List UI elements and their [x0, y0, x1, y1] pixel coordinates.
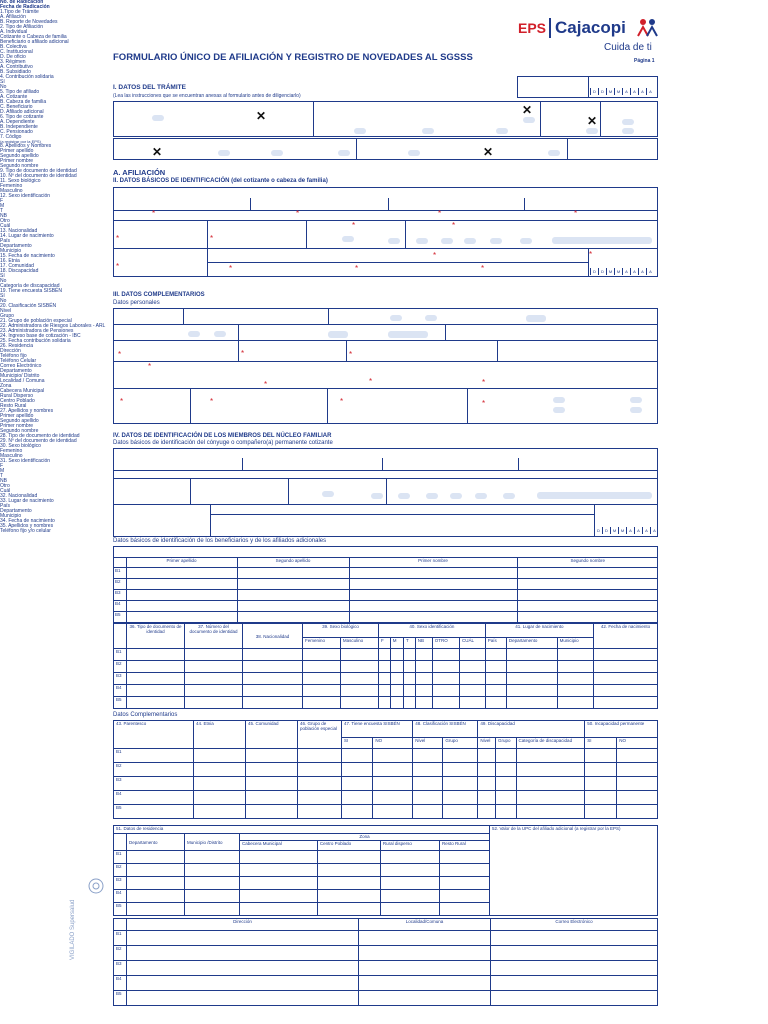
contributivo-option: A. Contributivo: [0, 64, 33, 70]
conyuge-femenino-checkbox[interactable]: [322, 491, 334, 497]
categoria-input[interactable]: [526, 315, 546, 322]
conyuge-primer-apellido-label: Primer apellido: [0, 413, 34, 419]
conyuge-nb-label: NB: [0, 478, 7, 484]
sexo-nb-label: NB: [0, 213, 7, 219]
field-37-label: 37. Número del documento de identidad: [185, 624, 243, 649]
subsidiado-option: B. Subsidiado: [0, 69, 31, 75]
masculino-checkbox[interactable]: [388, 238, 400, 244]
row-label: B3: [114, 877, 127, 890]
col-no: NO: [617, 738, 658, 749]
col-nivel: Nivel: [413, 738, 443, 749]
discapacidad-no-label: No: [0, 278, 7, 284]
field-40-label: 40. Sexo identificación: [379, 624, 486, 638]
sexo-f-label: F: [0, 198, 4, 204]
field-3-label: 3. Régimen: [0, 59, 26, 65]
field-10-label: 10. Nº del documento de identidad: [0, 173, 77, 179]
individual-option: A. Individual: [0, 29, 28, 35]
afiliacion-checkbox[interactable]: [152, 115, 164, 121]
row-label: B1: [114, 931, 127, 946]
sisben-si-checkbox[interactable]: [188, 331, 200, 337]
field-26-label: 26. Residencia: [0, 343, 34, 349]
femenino-checkbox[interactable]: [342, 236, 354, 242]
afiliado-adicional-option: D. Afiliado adicional: [0, 109, 44, 115]
field-19-label: 19. Tiene encuesta SISBÉN: [0, 288, 62, 294]
col-categoria: Categoría de discapacidad: [516, 738, 585, 749]
field-8-label: 8. Apellidos y Nombres: [0, 143, 52, 149]
conyuge-fecha-cells[interactable]: D D M M A A A A: [594, 527, 658, 534]
row-label: B5: [113, 612, 126, 623]
col-municipio: Municipio: [557, 638, 593, 649]
beneficiarios-id-table: [113, 623, 658, 709]
row-label: B4: [114, 890, 127, 903]
row-label: B1: [114, 649, 127, 661]
institucional-option: C. Institucional: [0, 49, 33, 55]
beneficiario-adicional-option: Beneficiario o afiliado adicional: [0, 39, 69, 45]
row-label: B3: [114, 961, 127, 976]
col-grupo: Grupo: [496, 738, 517, 749]
sexo-m-checkbox[interactable]: [441, 238, 453, 244]
masculino-label: Masculino: [0, 188, 23, 194]
depto-residencia-label: Departamento: [0, 368, 32, 374]
conyuge-municipio-label: Municipio: [0, 513, 22, 519]
localidad-label: Localidad / Comuna: [0, 378, 45, 384]
section-2-title: II. DATOS BÁSICOS DE IDENTIFICACIÓN (del cotizante o cabeza de familia): [113, 178, 328, 184]
rural-disperso-label: Rural Disperso: [0, 393, 34, 399]
field-35-label: 35. Apellidos y nombres: [0, 523, 54, 529]
page-number: Página 1: [634, 58, 655, 64]
col-centro-poblado: Centro Poblado: [317, 841, 380, 851]
dependiente-checkbox[interactable]: [408, 150, 420, 156]
col-masculino: Masculino: [340, 638, 378, 649]
afiliado-adicional-checkbox[interactable]: [338, 150, 350, 156]
field-42-label: 42. Fecha de nacimiento: [594, 624, 658, 649]
field-2-label: 2. Tipo de Afiliación: [0, 24, 44, 30]
colectiva-checkbox[interactable]: [354, 128, 366, 134]
conyuge-m-label: M: [0, 468, 5, 474]
reporte-checked-icon[interactable]: ✕: [256, 109, 267, 123]
independiente-option: B. Independiente: [0, 124, 38, 130]
col-t: T: [403, 638, 415, 649]
field-39-label: 39. Sexo biológico: [303, 624, 379, 638]
row-label: B5: [114, 903, 127, 916]
oficio-checkbox[interactable]: [496, 128, 508, 134]
col-primer-nombre: Primer nombre: [349, 558, 517, 568]
solidaria-si-checkbox[interactable]: [622, 119, 634, 125]
field-25-label: 25. Fecha contribución solidaria: [0, 338, 71, 344]
field-7-label: 7. Código: [0, 134, 22, 140]
categoria-label: Categoría de discapacidad: [0, 283, 60, 289]
row-label: B5: [114, 991, 127, 1006]
discapacidad-si-checkbox[interactable]: [390, 315, 402, 321]
beneficiario-checkbox[interactable]: [271, 150, 283, 156]
cabeza-familia-option: B. Cabeza de familia: [0, 99, 47, 105]
field-1-label: 1.Tipo de Trámite: [0, 9, 39, 15]
field-22-label: 22. Administradora de Riesgos Laborales - ARL: [0, 323, 106, 329]
col-si: SI: [585, 738, 617, 749]
row-label: B4: [114, 976, 127, 991]
conyuge-cual-input[interactable]: [537, 492, 652, 499]
zona-label: Zona: [0, 383, 12, 389]
sexo-otro-checkbox[interactable]: [520, 238, 532, 244]
femenino-label: Femenino: [0, 183, 23, 189]
col-grupo: Grupo: [443, 738, 478, 749]
complementarios-subtitle: Datos Complementarios: [113, 712, 178, 718]
mun-residencia-label: Municipio/ Distrito: [0, 373, 40, 379]
sexo-f-checkbox[interactable]: [416, 238, 428, 244]
sisben-no-label: No: [0, 298, 7, 304]
colectiva-option: B. Colectiva: [0, 44, 27, 50]
field-32-label: 32. Nacionalidad: [0, 493, 38, 499]
row-label: B3: [114, 777, 194, 791]
brand-logo: Cajacopi: [549, 18, 626, 38]
conyuge-f-label: F: [0, 463, 4, 469]
pensionado-option: C. Pensionado: [0, 129, 33, 135]
discapacidad-si-label: Sí: [0, 273, 5, 279]
col-no: NO: [373, 738, 413, 749]
pensionado-checkbox[interactable]: [548, 150, 560, 156]
sisben-si-label: Sí: [0, 293, 5, 299]
field-18-label: 18. Discapacidad: [0, 268, 39, 274]
conyuge-nb-checkbox[interactable]: [475, 493, 487, 499]
field-13-label: 13. Nacionalidad: [0, 228, 38, 234]
sexo-nb-checkbox[interactable]: [490, 238, 502, 244]
field-14-label: 14. Lugar de nacimiento: [0, 233, 54, 239]
col-segundo-nombre: Segundo nombre: [517, 558, 658, 568]
tagline: Cuida de ti: [604, 42, 652, 53]
col-zona: Zona: [240, 834, 490, 841]
col-departamento: Departamento: [127, 834, 185, 851]
field-30-label: 30. Sexo biológico: [0, 443, 41, 449]
field-17-label: 17. Comunidad: [0, 263, 34, 269]
conyuge-pais-label: País: [0, 503, 11, 509]
residencia-table: [113, 825, 658, 916]
resto-rural-label: Resto Rural: [0, 403, 27, 409]
col-municipio: Municipio /Distrito: [185, 834, 240, 851]
solidaria-si-option: Sí: [0, 79, 5, 85]
col-pais: País: [485, 638, 506, 649]
conyuge-otro-label: Otro: [0, 483, 10, 489]
solidaria-no-checkbox[interactable]: [622, 128, 634, 134]
cotizante-option: A. Cotizante: [0, 94, 28, 100]
field-44-label: 44. Etnia: [194, 721, 246, 749]
field-38-label: 38. Nacionalidad: [243, 624, 303, 649]
telefono-celular-label: Teléfono Celular: [0, 358, 37, 364]
col-localidad: Localidad/Comuna: [359, 919, 491, 931]
col-femenino: Femenino: [303, 638, 341, 649]
sisben-no-checkbox[interactable]: [214, 331, 226, 337]
beneficiarios-names-table: [113, 557, 658, 623]
afiliado-box: [113, 138, 658, 160]
field-45-label: 45. Comunidad: [246, 721, 298, 749]
discapacidad-no-checkbox[interactable]: [425, 315, 437, 321]
cotizante-checked-icon[interactable]: ✕: [152, 145, 163, 159]
section-4-title: IV. DATOS DE IDENTIFICACIÓN DE LOS MIEMBROS DEL NÚCLEO FAMILIAR: [113, 433, 332, 439]
row-label: B2: [114, 661, 127, 673]
conyuge-t-checkbox[interactable]: [450, 493, 462, 499]
field-21-label: 21. Grupo de población especial: [0, 318, 72, 324]
centro-poblado-checkbox[interactable]: [553, 407, 565, 413]
supersalud-stamp: VIGILADO Supersalud: [70, 899, 76, 960]
row-label: B2: [114, 763, 194, 777]
conyuge-t-label: T: [0, 473, 4, 479]
field-9-label: 9. Tipo de documento de identidad: [0, 168, 77, 174]
field-24-label: 24. Ingreso base de cotización - IBC: [0, 333, 81, 339]
field-33-label: 33. Lugar de nacimiento: [0, 498, 54, 504]
field-46-label: 46. Grupo de población especial: [298, 721, 342, 749]
field-50-label: 50. Incapacidad permanente: [585, 721, 658, 738]
independiente-checked-icon[interactable]: ✕: [483, 145, 494, 159]
cabecera-label: Cabecera Municipal: [0, 388, 45, 394]
afiliacion-option: A. Afiliación: [0, 14, 26, 20]
subsidiado-checkbox[interactable]: [586, 128, 598, 134]
field-5-label: 5. Tipo de afiliado: [0, 89, 40, 95]
row-label: B3: [113, 590, 126, 601]
row-label: B4: [114, 791, 194, 805]
col-cual: CUÁL: [459, 638, 485, 649]
field-29-label: 29. Nº del documento de identidad: [0, 438, 77, 444]
col-si: SI: [342, 738, 373, 749]
cabeza-familia-checkbox[interactable]: [218, 150, 230, 156]
field-51-label: 51. Datos de residencia: [114, 826, 490, 834]
fecha-radicacion-cells[interactable]: D D M M A A A A: [590, 88, 654, 95]
sexo-m-label: M: [0, 203, 5, 209]
telefono-col-label: Teléfono fijo y/o celular: [0, 528, 51, 534]
sexo-cual-input[interactable]: [552, 237, 652, 244]
conyuge-segundo-apellido-label: Segundo apellido: [0, 418, 39, 424]
pais-label: País: [0, 238, 11, 244]
field-4-label: 4. Contribución solidaria: [0, 74, 54, 80]
col-otro: OTRO: [432, 638, 459, 649]
conyuge-masculino-label: Masculino: [0, 453, 23, 459]
supersalud-logo-icon: [88, 878, 104, 894]
radicacion-label: No. de Radicación: [0, 0, 44, 5]
col-cabecera: Cabecera Municipal: [240, 841, 318, 851]
sexo-t-checkbox[interactable]: [464, 238, 476, 244]
conyuge-f-checkbox[interactable]: [398, 493, 410, 499]
col-departamento: Departamento: [506, 638, 557, 649]
correo-label: Correo Electrónico: [0, 363, 42, 369]
row-label: B2: [114, 864, 127, 877]
field-52-label: 52. Valor de la UPC del afiliado adicional (a registrar por la EPS): [490, 826, 658, 916]
beneficiario-option: C. Beneficiario: [0, 104, 33, 110]
rural-disperso-checkbox[interactable]: [630, 397, 642, 403]
col-direccion: Dirección: [127, 919, 359, 931]
field-7-note: (a registrar por la EPS): [0, 139, 41, 144]
row-label: B3: [114, 673, 127, 685]
sexo-cual-label: Cuál: [0, 223, 11, 229]
solidaria-no-option: No: [0, 84, 7, 90]
datos-personales-label: Datos personales: [113, 300, 160, 306]
col-nb: NB: [415, 638, 432, 649]
conyuge-femenino-label: Femenino: [0, 448, 23, 454]
field-15-label: 15. Fecha de nacimiento: [0, 253, 55, 259]
section-a-title: A. AFILIACIÓN: [113, 168, 166, 177]
conyuge-segundo-nombre-label: Segundo nombre: [0, 428, 39, 434]
reporte-option: B. Reporte de Novedades: [0, 19, 58, 25]
col-primer-apellido: Primer apellido: [126, 558, 237, 568]
col-nivel: Nivel: [478, 738, 496, 749]
beneficiario-adicional-checkbox[interactable]: [523, 117, 535, 123]
section-1-title: I. DATOS DEL TRÁMITE: [113, 84, 186, 91]
institucional-checkbox[interactable]: [422, 128, 434, 134]
eps-label: EPS: [518, 20, 547, 36]
municipio-label: Municipio: [0, 248, 22, 254]
cotizante-cabeza-option: Cotizante o Cabeza de familia: [0, 34, 67, 40]
section-1-note: (Lea las instrucciones que se encuentran anexas al formulario antes de diligenciarlo): [113, 93, 301, 99]
row-label: B5: [114, 805, 194, 819]
form-title: FORMULARIO ÚNICO DE AFILIACIÓN Y REGISTRO DE NOVEDADES AL SGSSS: [113, 52, 473, 63]
fecha-radicacion-label: Fecha de Radicación: [0, 4, 50, 10]
direccion-label: Dirección: [0, 348, 21, 354]
primer-nombre-label: Primer nombre: [0, 158, 34, 164]
complementarios-box: [113, 308, 658, 424]
field-27-label: 27. Apellidos y nombres: [0, 408, 54, 414]
field-34-label: 34. Fecha de nacimiento: [0, 518, 55, 524]
cabecera-checkbox[interactable]: [553, 397, 565, 403]
telefono-fijo-label: Teléfono fijo: [0, 353, 27, 359]
field-20-label: 20. Clasificación SISBÉN: [0, 303, 57, 309]
cotizante-cabeza-checked-icon[interactable]: ✕: [522, 103, 533, 117]
segundo-apellido-label: Segundo apellido: [0, 153, 39, 159]
field-11-label: 11. Sexo biológico: [0, 178, 41, 184]
col-segundo-apellido: Segundo apellido: [237, 558, 349, 568]
row-label: B4: [114, 685, 127, 697]
conyuge-otro-checkbox[interactable]: [503, 493, 515, 499]
col-correo: Correo Electrónico: [491, 919, 658, 931]
row-label: B1: [114, 749, 194, 763]
field-43-label: 43. Parentesco: [114, 721, 194, 749]
logo-people-icon: [637, 18, 659, 38]
beneficiarios-subtitle: Datos básicos de identificación de los beneficiarios y de los afiliados adicionales: [113, 538, 327, 544]
section-4-subtitle: Datos básicos de identificación del cónyuge o compañero(a) permanente cotizante: [113, 440, 333, 446]
col-rural-disperso: Rural disperso: [380, 841, 439, 851]
col-m: M: [390, 638, 403, 649]
complementarios-table: [113, 720, 658, 819]
field-49-label: 49. Discapacidad: [478, 721, 585, 738]
sisben-nivel-input[interactable]: [328, 331, 348, 338]
datos-basicos-box: [113, 187, 658, 277]
sexo-t-label: T: [0, 208, 4, 214]
conyuge-departamento-label: Departamento: [0, 508, 32, 514]
section-3-title: III. DATOS COMPLEMENTARIOS: [113, 292, 205, 298]
row-label: B2: [114, 946, 127, 961]
col-f: F: [379, 638, 391, 649]
row-label: B1: [113, 568, 126, 579]
field-41-label: 41. Lugar de nacimiento: [485, 624, 593, 638]
field-31-label: 31. Sexo identificación: [0, 458, 51, 464]
direccion-table: [113, 918, 658, 1006]
conyuge-masculino-checkbox[interactable]: [371, 493, 383, 499]
field-28-label: 28. Tipo de documento de identidad: [0, 433, 80, 439]
field-47-label: 47. Tiene encuesta SISBÉN: [342, 721, 413, 738]
oficio-option: D. De oficio: [0, 54, 26, 60]
conyuge-cual-label: Cuál: [0, 488, 11, 494]
conyuge-primer-nombre-label: Primer nombre: [0, 423, 34, 429]
fecha-nacimiento-cells[interactable]: D D M M A A A A: [590, 268, 654, 275]
row-label: B4: [113, 601, 126, 612]
contributivo-checked-icon[interactable]: ✕: [587, 114, 598, 128]
row-label: B2: [113, 579, 126, 590]
departamento-label: Departamento: [0, 243, 32, 249]
row-label: B5: [114, 697, 127, 709]
field-16-label: 16. Etnia: [0, 258, 20, 264]
sisben-nivel-label: Nivel: [0, 308, 12, 314]
sisben-grupo-input[interactable]: [388, 331, 428, 338]
segundo-nombre-label: Segundo nombre: [0, 163, 39, 169]
field-12-label: 12. Sexo identificación: [0, 193, 51, 199]
field-6-label: 6. Tipo de cotizante: [0, 114, 44, 120]
tramite-box: [113, 101, 658, 137]
col-resto-rural: Resto Rural: [439, 841, 489, 851]
field-36-label: 36. Tipo de documento de identidad: [127, 624, 185, 649]
field-23-label: 23. Administradora de Pensiones: [0, 328, 74, 334]
conyuge-m-checkbox[interactable]: [426, 493, 438, 499]
dependiente-option: A. Dependiente: [0, 119, 35, 125]
sexo-otro-label: Otro: [0, 218, 10, 224]
centro-poblado-label: Centro Poblado: [0, 398, 35, 404]
sisben-grupo-label: Grupo: [0, 313, 14, 319]
row-label: B1: [114, 851, 127, 864]
field-48-label: 48. Clasificación SISBÉN: [413, 721, 478, 738]
resto-rural-checkbox[interactable]: [630, 407, 642, 413]
primer-apellido-label: Primer apellido: [0, 148, 34, 154]
